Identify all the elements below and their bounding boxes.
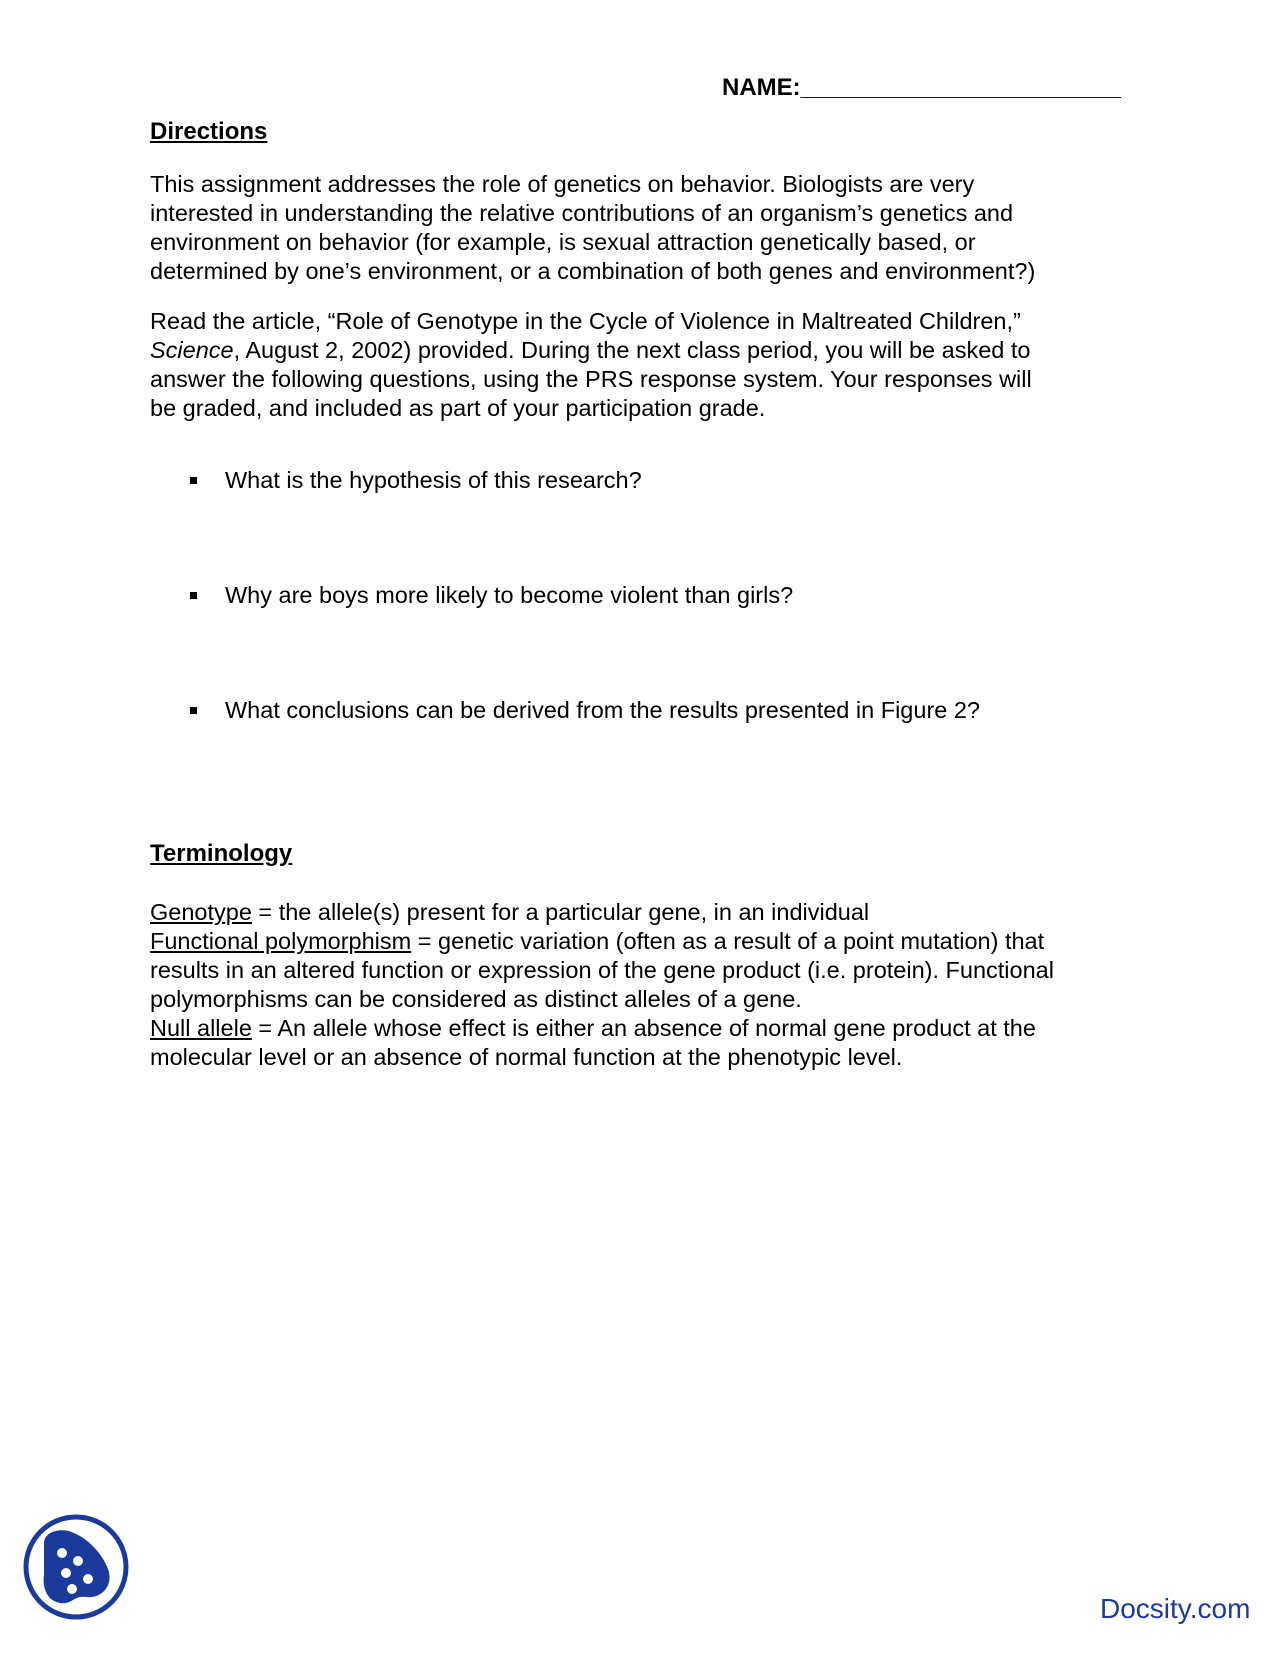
question-text: What is the hypothesis of this research? bbox=[225, 467, 642, 493]
square-bullet-icon bbox=[190, 707, 197, 714]
paragraph-line: answer the following questions, using the PRS response system. Your responses will bbox=[150, 366, 1032, 392]
question-text: Why are boys more likely to become violent than girls? bbox=[225, 582, 794, 608]
definition-text: results in an altered function or expression of the gene product (i.e. protein). Functional bbox=[150, 957, 1054, 983]
paragraph-line: environment on behavior (for example, is sexual attraction genetically based, or bbox=[150, 229, 976, 255]
terminology-definitions bbox=[150, 898, 1140, 1072]
definition-text: polymorphisms can be considered as distinct alleles of a gene. bbox=[150, 986, 802, 1012]
definition-polymorphism bbox=[150, 927, 1140, 956]
definition-genotype bbox=[150, 898, 1140, 927]
paragraph-line: Read the article, “Role of Genotype in the Cycle of Violence in Maltreated Children,” bbox=[150, 308, 1021, 334]
term-null-allele: Null allele bbox=[150, 1015, 252, 1041]
question-text: What conclusions can be derived from the results presented in Figure 2? bbox=[225, 697, 981, 723]
definition-null-allele bbox=[150, 1014, 1140, 1043]
paragraph-line bbox=[150, 336, 1140, 365]
terminology-heading: Terminology bbox=[150, 840, 293, 867]
term-genotype: Genotype bbox=[150, 899, 252, 925]
directions-heading: Directions bbox=[150, 118, 268, 145]
paragraph-line: interested in understanding the relative contributions of an organism’s genetics and bbox=[150, 200, 1014, 226]
paragraph-line: This assignment addresses the role of genetics on behavior. Biologists are very bbox=[150, 171, 975, 197]
logo-graphic bbox=[22, 1513, 130, 1621]
paragraph-line: determined by one’s environment, or a combination of both genes and environment?) bbox=[150, 258, 1036, 284]
term-functional-polymorphism: Functional polymorphism bbox=[150, 928, 412, 954]
definition-text: = genetic variation (often as a result of a point mutation) that bbox=[411, 928, 1045, 954]
directions-paragraph-1 bbox=[150, 170, 1140, 286]
definition-text: = An allele whose effect is either an absence of normal gene product at the bbox=[251, 1015, 1036, 1041]
definition-text: = the allele(s) present for a particular gene, in an individual bbox=[251, 899, 870, 925]
directions-paragraph-2 bbox=[150, 307, 1140, 423]
paragraph-line-rest: , August 2, 2002) provided. During the next class period, you will be asked to bbox=[233, 337, 1031, 363]
journal-name: Science bbox=[150, 337, 234, 363]
definition-text: molecular level or an absence of normal function at the phenotypic level. bbox=[150, 1044, 903, 1070]
square-bullet-icon bbox=[190, 477, 197, 484]
docsity-logo-icon bbox=[22, 1513, 130, 1621]
docsity-brand-link[interactable]: Docsity.com bbox=[1100, 1593, 1251, 1624]
paragraph-line: be graded, and included as part of your participation grade. bbox=[150, 395, 766, 421]
name-field-label: NAME:________________________ bbox=[722, 74, 1121, 101]
square-bullet-icon bbox=[190, 592, 197, 599]
